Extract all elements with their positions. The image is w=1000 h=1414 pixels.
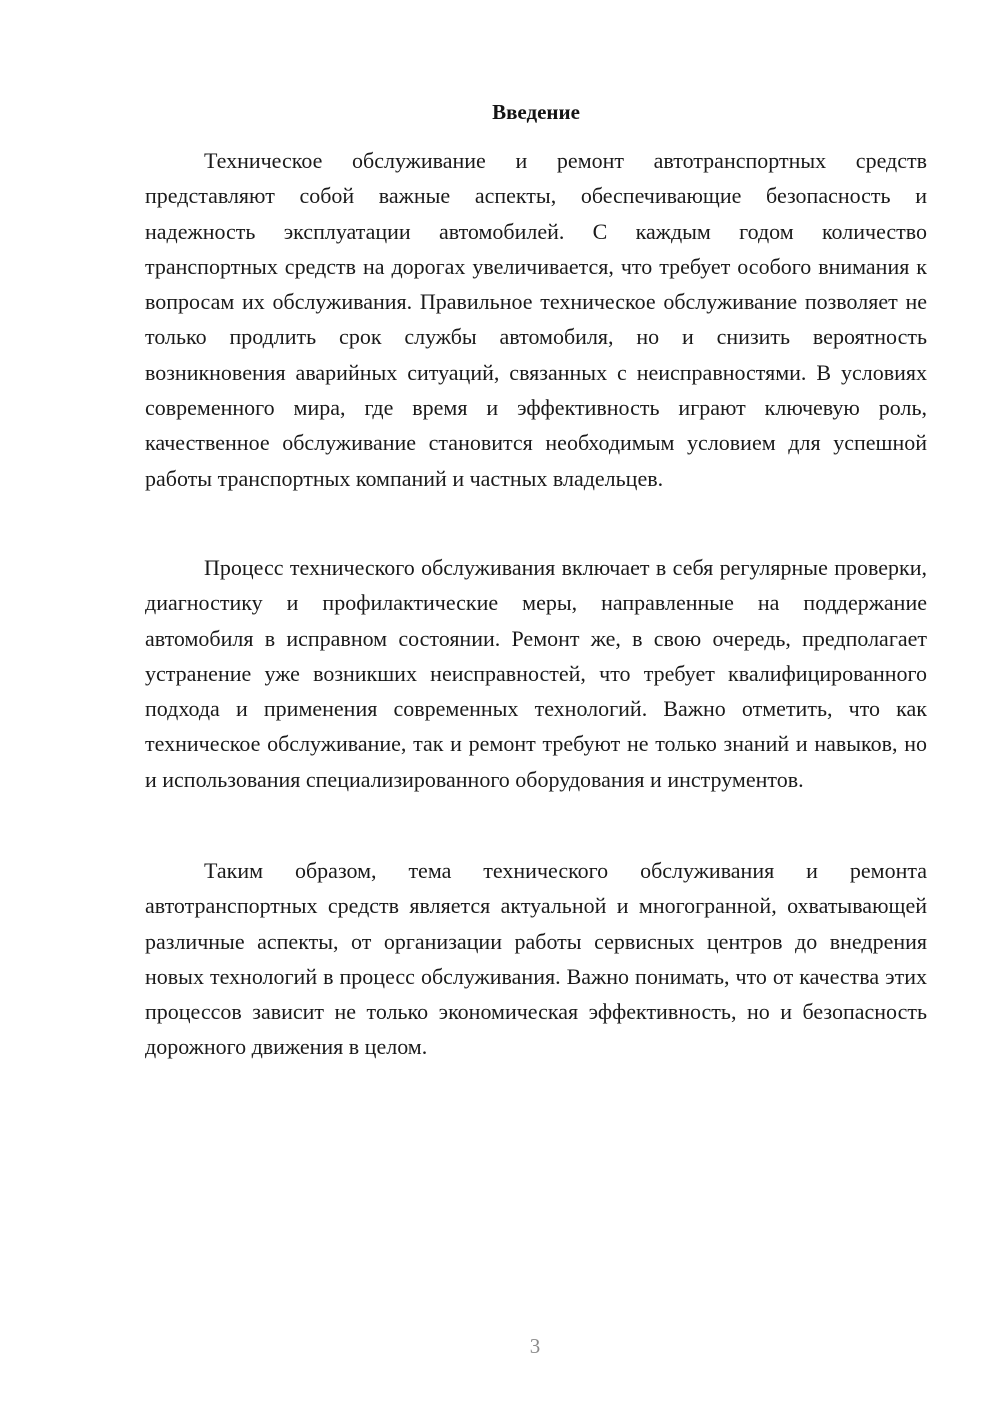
paragraph-3: Таким образом, тема технического обслуживания и ремонта автотранспортных средств является актуальной и многогранной, охватывающей различные аспекты, от организации работы сервисных центров до внедрения новых технологий в процесс обслуживания. Важно понимать, что от качества этих процессов зависит не только экономическая эффективность, но и безопасность дорожного движения в целом. <box>145 858 927 1060</box>
section-heading: Введение <box>492 100 580 124</box>
paragraph-2: Процесс технического обслуживания включает в себя регулярные проверки, диагностику и профилактические меры, направленные на поддержание автомобиля в исправном состоянии. Ремонт же, в свою очередь, предполагает устранение уже возникших неисправностей, что требует квалифицированного подхода и применения современных технологий. Важно отметить, что как техническое обслуживание, так и ремонт требуют не только знаний и навыков, но и использования специализированного оборудования и инструментов. <box>145 555 927 792</box>
page-number: 3 <box>529 1334 541 1358</box>
paragraph-1: Техническое обслуживание и ремонт автотранспортных средств представляют собой важные аспекты, обеспечивающие безопасность и надежность эксплуатации автомобилей. С каждым годом количество транспортных средств на дорогах увеличивается, что требует особого внимания к вопросам их обслуживания. Правильное техническое обслуживание позволяет не только продлить срок службы автомобиля, но и снизить вероятность возникновения аварийных ситуаций, связанных с неисправностями. В условиях современного мира, где время и эффективность играют ключевую роль, качественное обслуживание становится необходимым условием для успешной работы транспортных компаний и частных владельцев. <box>145 148 927 491</box>
